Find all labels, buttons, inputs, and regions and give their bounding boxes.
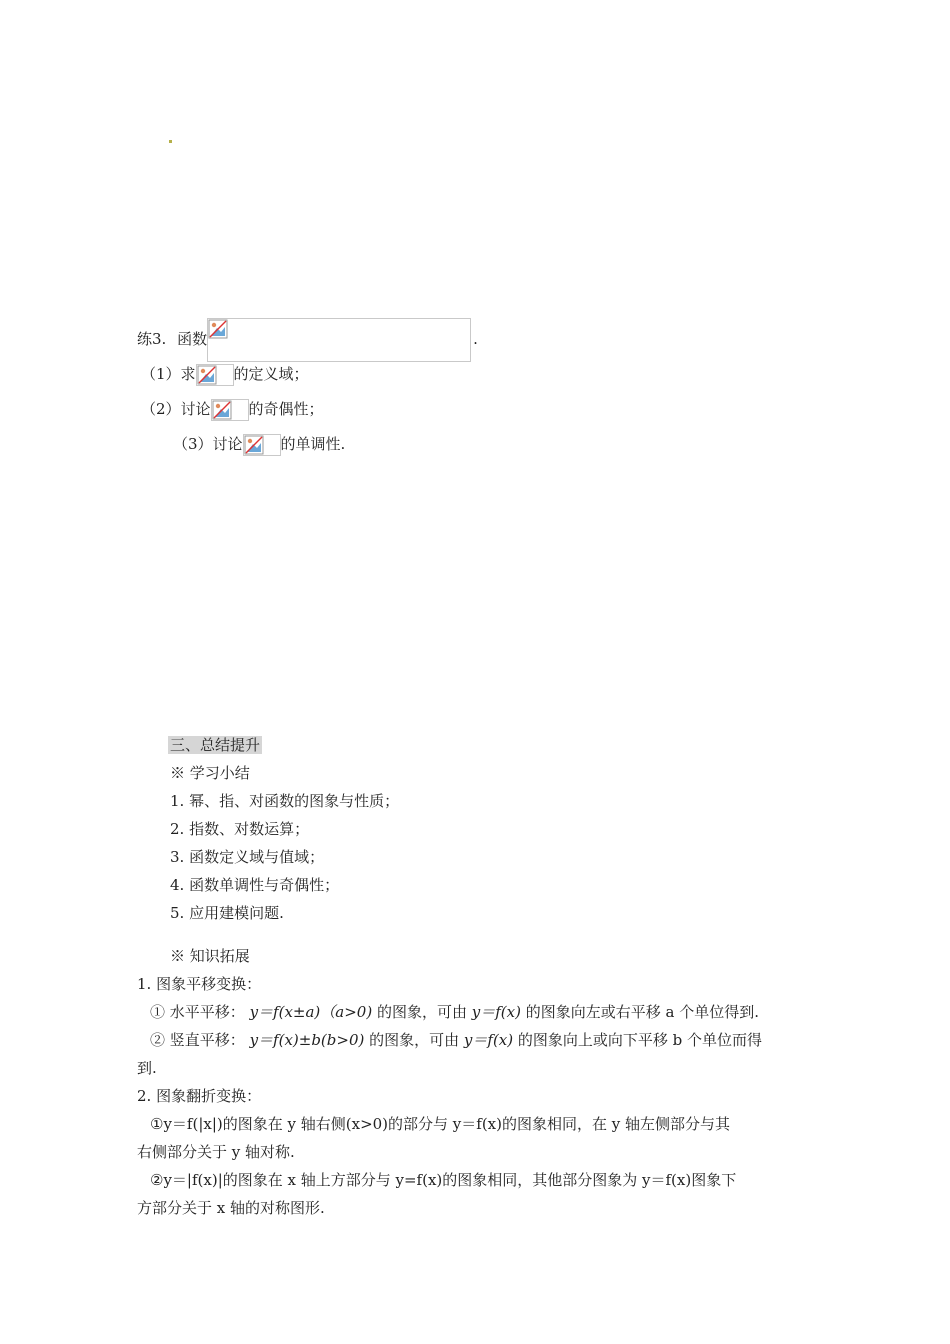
vertical-prefix: ② 竖直平移： — [150, 1031, 245, 1049]
vertical-formula: y＝f(x)±b(b>0) — [249, 1031, 365, 1049]
horizontal-mid: 的图象，可由 — [376, 1003, 467, 1021]
section-heading — [168, 735, 262, 755]
question-1 — [141, 364, 309, 386]
broken-image-icon — [197, 365, 217, 385]
q2-suffix: 的奇偶性； — [248, 400, 324, 418]
ext-translation-title: 1. 图象平移变换： — [137, 975, 262, 993]
horizontal-formula-2: y＝f(x) — [471, 1003, 521, 1021]
formula-image — [207, 318, 471, 362]
summary-item: 4. 函数单调性与奇偶性； — [170, 876, 340, 894]
summary-item: 3. 函数定义域与值域； — [170, 848, 325, 866]
q3-suffix: 的单调性. — [280, 435, 346, 453]
ext-vertical-shift-cont: 到. — [137, 1059, 157, 1077]
marker-dot — [169, 140, 172, 143]
ext-flip-a-line1: ①y＝f(|x|)的图象在 y 轴右侧(x>0)的部分与 y＝f(x)的图象相同，在 y 轴左侧部分与其 — [150, 1115, 731, 1133]
knowledge-extension-title: ※ 知识拓展 — [170, 947, 250, 965]
vertical-suffix: 的图象向上或向下平移 b 个单位而得 — [517, 1031, 763, 1049]
q2-prefix: （2）讨论 — [141, 400, 211, 418]
broken-image-icon — [208, 319, 228, 339]
ext-vertical-shift — [150, 1030, 762, 1050]
ext-horizontal-shift — [150, 1002, 759, 1022]
q1-suffix: 的定义域； — [233, 365, 309, 383]
function-word: 函数 — [177, 330, 208, 348]
ext-flip-title: 2. 图象翻折变换： — [137, 1087, 262, 1105]
period: . — [473, 330, 478, 348]
question-2 — [141, 399, 324, 421]
ext-flip-b-line2: 方部分关于 x 轴的对称图形. — [137, 1199, 325, 1217]
q2-formula-image — [211, 399, 249, 421]
vertical-formula-2: y＝f(x) — [463, 1031, 514, 1049]
exercise-3-line — [137, 318, 478, 362]
q1-prefix: （1）求 — [141, 365, 196, 383]
q1-formula-image — [196, 364, 234, 386]
summary-heading: 三、总结提升 — [170, 736, 261, 754]
summary-item: 2. 指数、对数运算； — [170, 820, 310, 838]
horizontal-prefix: ① 水平平移： — [150, 1003, 245, 1021]
horizontal-suffix: 的图象向左或右平移 a 个单位得到. — [525, 1003, 759, 1021]
q3-prefix: （3）讨论 — [173, 435, 243, 453]
exercise-label: 练3. — [137, 330, 167, 348]
ext-flip-a-line2: 右侧部分关于 y 轴对称. — [137, 1143, 295, 1161]
vertical-mid: 的图象，可由 — [369, 1031, 460, 1049]
summary-item: 5. 应用建模问题. — [170, 904, 284, 922]
horizontal-formula: y＝f(x±a)（a>0) — [249, 1003, 373, 1021]
summary-item: 1. 幂、指、对函数的图象与性质； — [170, 792, 400, 810]
ext-flip-b-line1: ②y＝|f(x)|的图象在 x 轴上方部分与 y=f(x)的图象相同，其他部分图象为 y＝f(x)图象下 — [150, 1171, 737, 1189]
broken-image-icon — [212, 400, 232, 420]
study-summary-title: ※ 学习小结 — [170, 764, 250, 782]
broken-image-icon — [244, 435, 264, 455]
q3-formula-image — [243, 434, 281, 456]
question-3 — [173, 434, 345, 456]
